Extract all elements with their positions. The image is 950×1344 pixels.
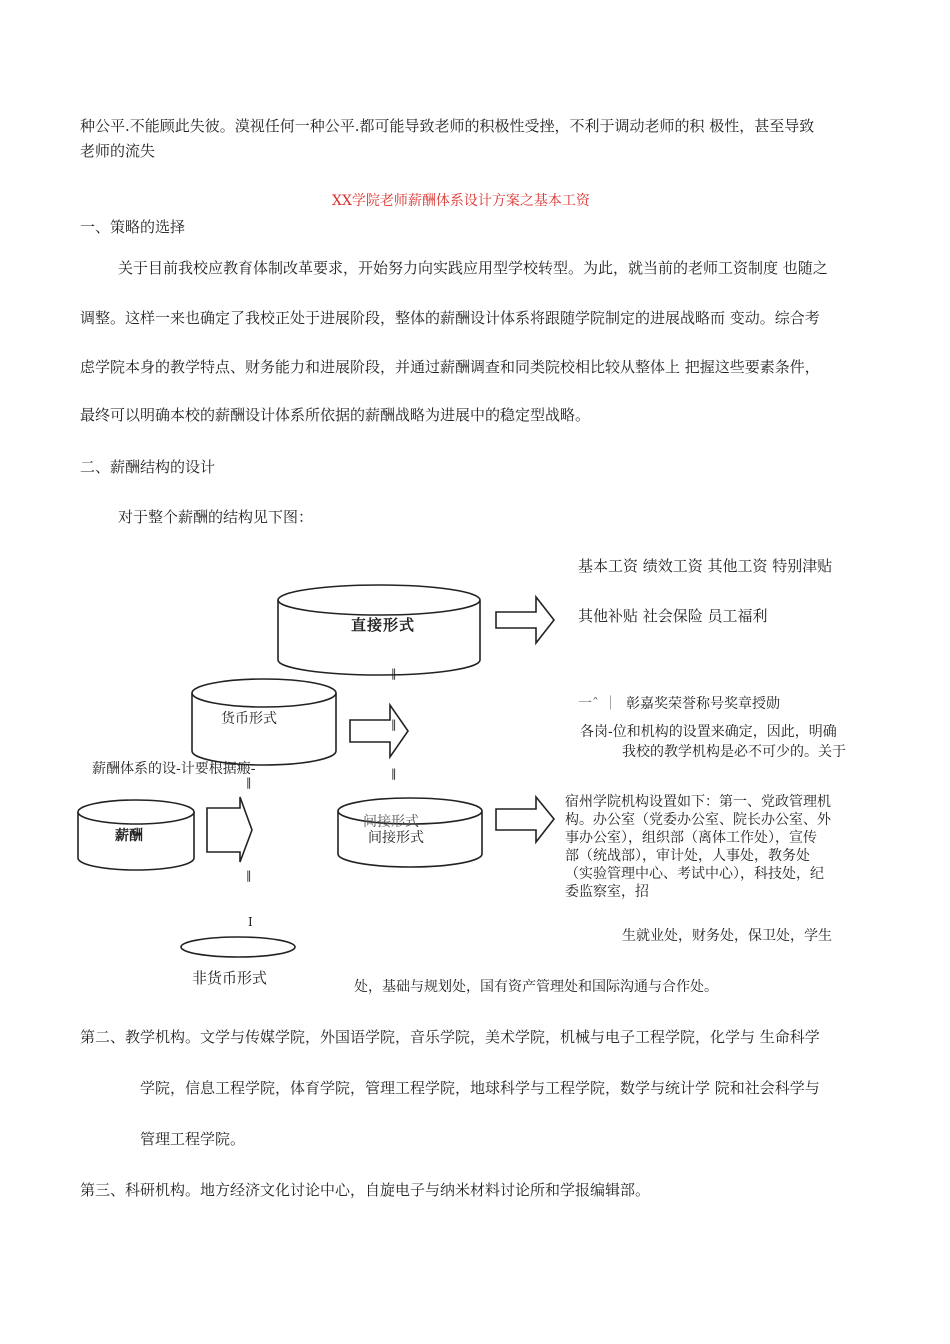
section-1-para-line: 调整。这样一来也确定了我校正处于进展阶段，整体的薪酬设计体系将跟随学院制定的进展战略而 变动。综合考 <box>80 309 820 327</box>
teaching-line-3: 管理工程学院。 <box>140 1130 246 1148</box>
section-2-intro: 对于整个薪酬的结构见下图： <box>118 508 314 526</box>
org-text-line: 部（统战部），审计处，人事处，教务处 <box>565 848 810 864</box>
arrow-to-monetary <box>207 797 252 862</box>
org-text-line: 各岗-位和机构的设置来确定，因此，明确 <box>580 724 837 740</box>
intro-line-1: 种公平.不能顾此失彼。漠视任何一种公平.都可能导致老师的积极性受挫，不利于调动老师的积 极性，甚至导致 <box>80 117 815 135</box>
teaching-line-2: 学院，信息工程学院，体育学院，管理工程学院，地球科学与工程学院，数学与统计学 院和社会科学与 <box>140 1079 820 1097</box>
direct-items-line-2: 其他补贴 社会保险 员工福利 <box>578 607 768 625</box>
section-1-para-line: 最终可以明确本校的薪酬设计体系所依据的薪酬战略为进展中的稳定型战略。 <box>80 406 591 424</box>
org-text-line: 事办公室），组织部（离体工作处），宣传 <box>565 830 817 846</box>
tick-mark: I <box>248 915 253 929</box>
section-2-heading: 二、薪酬结构的设计 <box>80 458 216 476</box>
direct-form-label: 直接形式 <box>351 616 416 634</box>
section-1-para-line: 关于目前我校应教育体制改革要求，开始努力向实践应用型学校转型。为此，就当前的老师工资制度 也随之 <box>118 259 828 277</box>
document-title: XX学院老师薪酬体系设计方案之基本工资 <box>332 193 590 209</box>
tick-mark: ‖ <box>246 776 252 789</box>
indirect-form-label: 间接形式 <box>368 830 424 846</box>
arrow-to-direct <box>350 705 408 757</box>
arrow-to-indirect-items <box>496 797 554 842</box>
non-monetary-ellipse <box>181 937 295 957</box>
org-text-line: 构。办公室（党委办公室、院长办公室、外 <box>565 812 831 828</box>
org-text-line: 宿州学院机构设置如下：第一、党政管理机 <box>565 794 831 810</box>
tick-mark: ‖ <box>391 667 397 680</box>
overlap-note: 薪酬体系的设-计要根据瘢- <box>92 761 256 777</box>
intro-line-2: 老师的流失 <box>80 142 156 160</box>
section-1-heading: 一、策略的选择 <box>80 218 186 236</box>
arrow-to-direct-items <box>496 597 554 643</box>
salary-label: 薪酬 <box>115 828 143 844</box>
teaching-line-1: 第二、教学机构。文学与传媒学院，外国语学院，音乐学院，美术学院，机械与电子工程学院，化学与 生命科学 <box>80 1028 820 1046</box>
section-1-para-line: 虑学院本身的教学特点、财务能力和进展阶段，并通过薪酬调查和同类院校相比较从整体上 把握这些要素条件， <box>80 358 820 376</box>
direct-items-line-1: 基本工资 绩效工资 其他工资 特别津贴 <box>578 557 833 575</box>
org-text-line: 处，基础与规划处，国有资产管理处和国际沟通与合作处。 <box>354 979 718 995</box>
org-text-line: 我校的教学机构是必不可少的。关于 <box>622 744 846 760</box>
org-text-line: 生就业处，财务处，保卫处，学生 <box>622 928 832 944</box>
org-text-line: （实验管理中心、考试中心），科技处，纪 <box>565 866 824 882</box>
tick-mark: ‖ <box>246 869 252 882</box>
non-monetary-form-label: 非货币形式 <box>192 969 268 987</box>
tick-mark: ‖ <box>391 767 397 780</box>
tick-mark: ‖ <box>391 718 397 731</box>
honor-items: 彰嘉奖荣誉称号奖章授勋 <box>626 696 780 712</box>
indirect-form-label-overlap: 间接形式 <box>363 814 419 830</box>
research-line: 第三、科研机构。地方经济文化讨论中心，自旋电子与纳米材料讨论所和学报编辑部。 <box>80 1181 651 1199</box>
honor-mark: 一ˆ ｜ <box>578 696 618 712</box>
org-text-line: 委监察室，招 <box>565 884 649 900</box>
monetary-form-label: 货币形式 <box>221 711 277 727</box>
